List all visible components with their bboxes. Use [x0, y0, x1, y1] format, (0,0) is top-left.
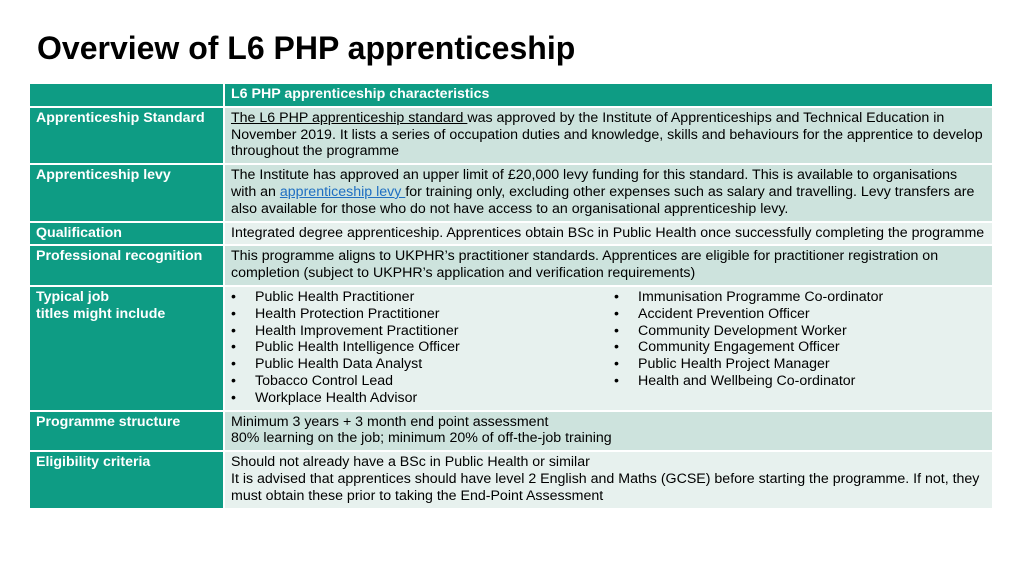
overview-table — [30, 82, 992, 509]
table-row — [30, 245, 992, 286]
job-titles-list-left — [231, 289, 614, 407]
row-text: The Institute has approved an upper limit of £20,000 levy funding for this standard. This is available to organisations with an — [231, 167, 958, 200]
row-text: for training only, excluding other expenses such as salary and travelling. Levy transfers are also available for those who do not have access to an organisational apprenticeship levy. — [231, 183, 975, 217]
job-titles-list-right — [614, 289, 883, 407]
job-titles-columns — [231, 289, 986, 407]
list-item — [614, 339, 883, 356]
row-text: was approved by the Institute of Apprenticeships and Technical Education in November 2019. It lists a series of occupation duties and knowledge, skills and behaviours for the apprentice to develop throughout the programme — [231, 109, 983, 160]
apprenticeship-standard-link[interactable]: The L6 PHP apprenticeship standard — [231, 109, 468, 126]
bullet-icon: • — [231, 288, 236, 305]
list-item — [614, 289, 883, 306]
bullet-icon: • — [231, 322, 236, 339]
row-value: Integrated degree apprenticeship. Apprentices obtain BSc in Public Health once successfully completing the programme — [224, 222, 992, 246]
row-value — [224, 286, 992, 411]
bullet-icon: • — [231, 305, 236, 322]
job-title-text: Community Development Worker — [638, 322, 847, 339]
row-text-line: Minimum 3 years + 3 month end point assessment — [231, 413, 549, 430]
list-item — [614, 323, 883, 340]
row-label-line: titles might include — [36, 305, 166, 322]
table-header-cell: L6 PHP apprenticeship characteristics — [224, 83, 992, 107]
bullet-icon: • — [614, 339, 619, 356]
bullet-icon: • — [231, 372, 236, 389]
row-label: Qualification — [30, 222, 224, 246]
bullet-icon: • — [231, 389, 236, 406]
list-item — [231, 373, 614, 390]
row-value — [224, 451, 992, 508]
list-item — [231, 306, 614, 323]
row-label: Professional recognition — [30, 245, 224, 286]
bullet-icon: • — [231, 356, 236, 373]
table-row — [30, 222, 992, 246]
job-title-text: Public Health Intelligence Officer — [255, 339, 460, 356]
row-text-line: Should not already have a BSc in Public Health or similar — [231, 454, 590, 471]
list-item — [231, 356, 614, 373]
page-title: Overview of L6 PHP apprenticeship — [37, 30, 576, 66]
job-title-text: Accident Prevention Officer — [638, 305, 810, 322]
row-value — [224, 164, 992, 221]
bullet-icon: • — [614, 322, 619, 339]
table-header-row — [30, 83, 992, 107]
list-item — [231, 289, 614, 306]
list-item — [231, 390, 614, 407]
bullet-icon: • — [231, 339, 236, 356]
row-value — [224, 411, 992, 452]
bullet-icon: • — [614, 305, 619, 322]
table-row — [30, 451, 992, 508]
list-item — [614, 356, 883, 373]
row-label: Eligibility criteria — [30, 451, 224, 508]
row-label-line: Typical job — [36, 288, 110, 305]
job-title-text: Health Protection Practitioner — [255, 305, 440, 322]
row-value — [224, 107, 992, 164]
list-item — [231, 339, 614, 356]
job-title-text: Health Improvement Practitioner — [255, 322, 459, 339]
job-title-text: Public Health Project Manager — [638, 356, 830, 373]
list-item — [614, 306, 883, 323]
job-title-text: Tobacco Control Lead — [255, 372, 394, 389]
row-label: Apprenticeship levy — [30, 164, 224, 221]
job-title-text: Public Health Practitioner — [255, 288, 415, 305]
job-title-text: Community Engagement Officer — [638, 339, 840, 356]
job-title-text: Public Health Data Analyst — [255, 356, 423, 373]
table-row — [30, 411, 992, 452]
job-title-text: Workplace Health Advisor — [255, 389, 418, 406]
bullet-icon: • — [614, 356, 619, 373]
row-label — [30, 286, 224, 411]
table-row — [30, 107, 992, 164]
list-item — [614, 373, 883, 390]
job-title-text: Health and Wellbeing Co-ordinator — [638, 372, 856, 389]
row-value: This programme aligns to UKPHR’s practitioner standards. Apprentices are eligible for practitioner registration on completion (subject to UKPHR’s application and verification requirements) — [224, 245, 992, 286]
table-row — [30, 164, 992, 221]
apprenticeship-levy-link[interactable]: apprenticeship levy — [279, 183, 406, 200]
row-text-line: 80% learning on the job; minimum 20% of off-the-job training — [231, 430, 612, 447]
row-label: Programme structure — [30, 411, 224, 452]
job-title-text: Immunisation Programme Co-ordinator — [638, 288, 884, 305]
row-text-line: It is advised that apprentices should have level 2 English and Maths (GCSE) before starting the programme. If not, they must obtain these prior to taking the End-Point Assessment — [231, 470, 980, 504]
header-empty-cell — [30, 83, 224, 107]
bullet-icon: • — [614, 288, 619, 305]
table-row — [30, 286, 992, 411]
bullet-icon: • — [614, 372, 619, 389]
row-label: Apprenticeship Standard — [30, 107, 224, 164]
list-item — [231, 323, 614, 340]
